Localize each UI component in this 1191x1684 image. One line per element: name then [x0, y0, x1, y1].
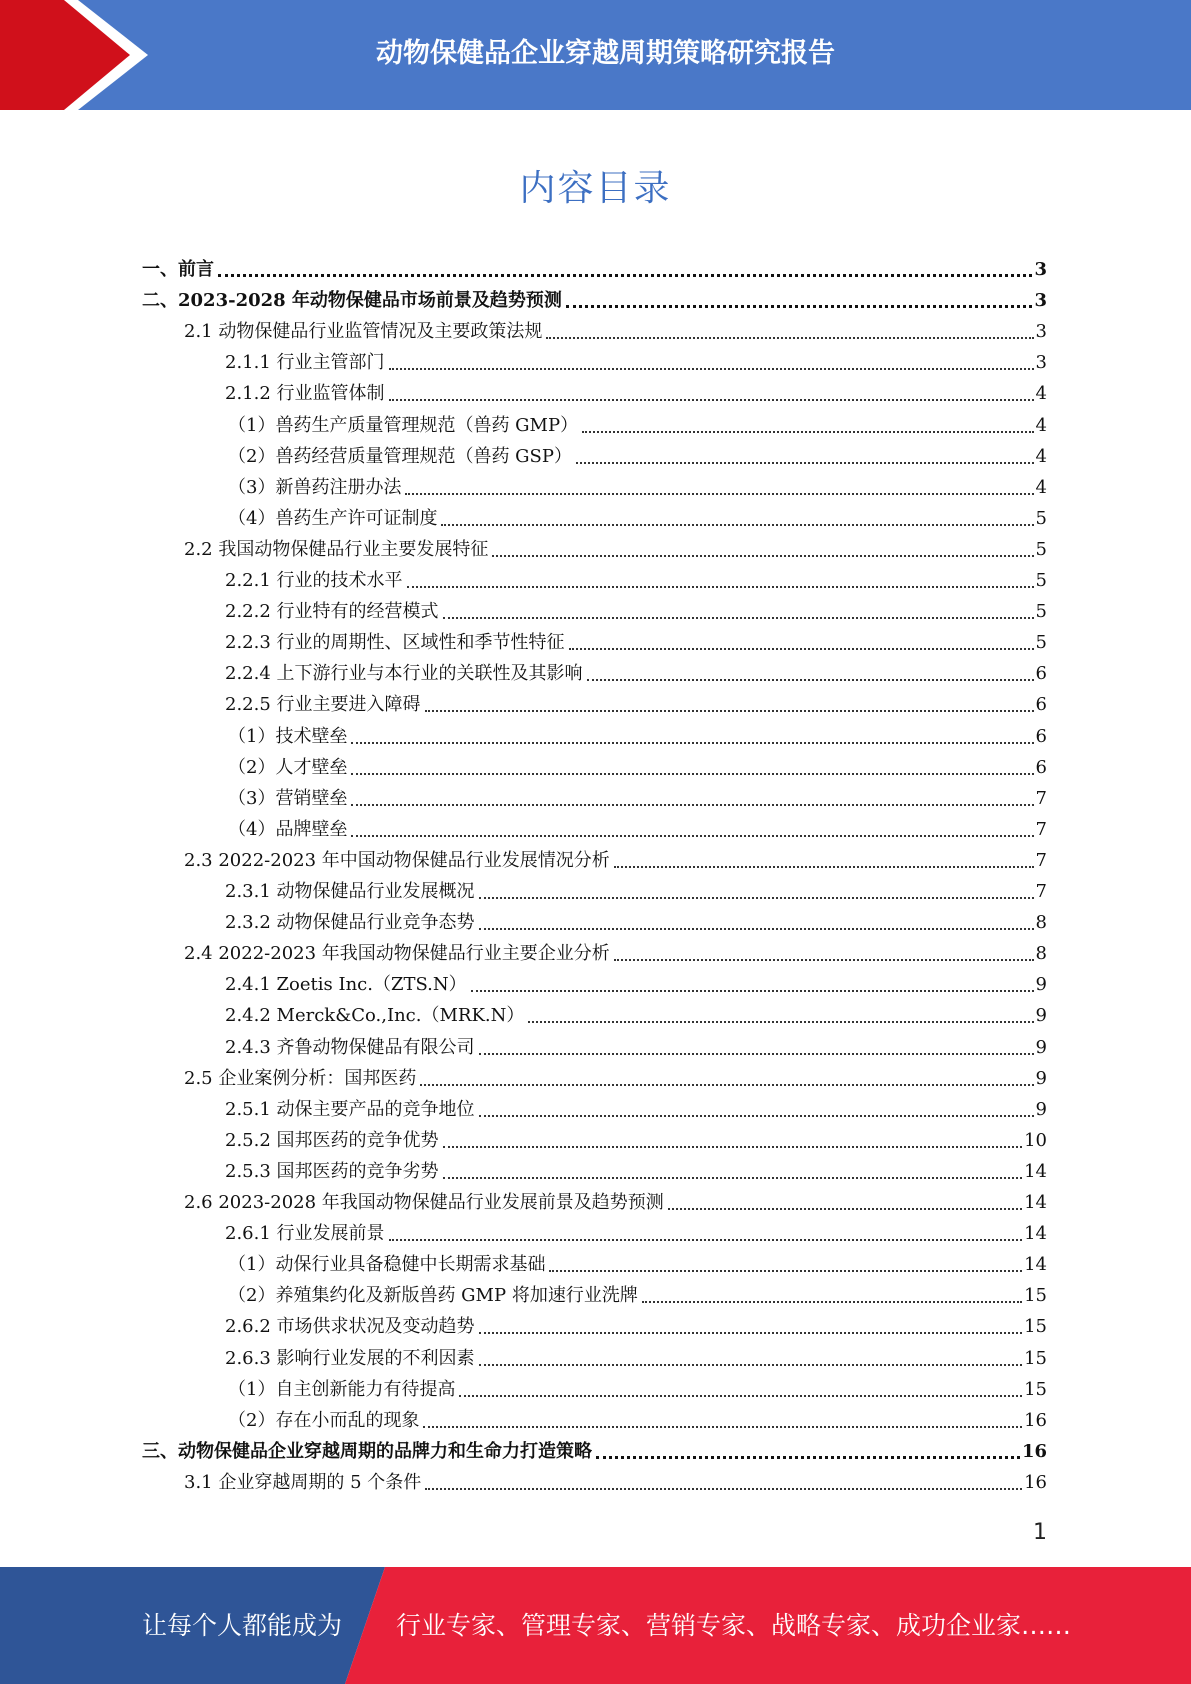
- toc-entry[interactable]: [228, 441, 1047, 472]
- toc-dot-leader: [596, 1456, 1020, 1459]
- toc-dot-leader: [479, 1115, 1034, 1117]
- toc-entry-label: 2.1.1 行业主管部门: [225, 352, 385, 374]
- toc-entry-label: 2.6.3 影响行业发展的不利因素: [225, 1347, 475, 1369]
- toc-entry[interactable]: [228, 503, 1047, 534]
- toc-entry-page: 14: [1024, 1192, 1047, 1213]
- toc-dot-leader: [420, 1084, 1033, 1086]
- toc-dot-leader: [471, 990, 1034, 992]
- toc-entry-page: 4: [1035, 383, 1047, 405]
- toc-entry-label: 2.2.1 行业的技术水平: [225, 570, 403, 591]
- toc-dot-leader: [546, 337, 1033, 339]
- toc-entry-page: 4: [1035, 476, 1047, 498]
- toc-entry[interactable]: [228, 1374, 1047, 1405]
- toc-dot-leader: [528, 1021, 1033, 1023]
- toc-entry-page: 7: [1035, 787, 1047, 809]
- toc-entry[interactable]: [225, 1032, 1047, 1063]
- toc-entry-page: 7: [1035, 849, 1047, 871]
- toc-entry[interactable]: [225, 689, 1047, 720]
- toc-dot-leader: [351, 804, 1033, 806]
- toc-dot-leader: [614, 959, 1034, 961]
- toc-entry-label: （1）技术壁垒: [228, 725, 348, 747]
- toc-entry-page: 16: [1024, 1409, 1047, 1431]
- toc-entry-label: 一、前言: [142, 259, 214, 280]
- toc-dot-leader: [407, 586, 1034, 588]
- toc-dot-leader: [389, 399, 1034, 401]
- toc-entry[interactable]: [184, 1063, 1047, 1094]
- toc-entry-label: 2.5 企业案例分析：国邦医药: [184, 1067, 417, 1089]
- footer-slogan-left: 让每个人都能成为: [142, 1611, 343, 1640]
- toc-dot-leader: [351, 835, 1033, 837]
- toc-title: 内容目录: [519, 168, 672, 209]
- toc-entry-page: 15: [1024, 1316, 1047, 1338]
- toc-entry-page: 15: [1024, 1347, 1047, 1369]
- toc-entry-page: 6: [1035, 725, 1047, 747]
- toc-entry-page: 7: [1035, 881, 1047, 902]
- toc-entry-label: （2）人才壁垒: [228, 756, 348, 778]
- toc-entry-page: 9: [1035, 1036, 1047, 1058]
- toc-dot-leader: [614, 866, 1034, 868]
- toc-dot-leader: [479, 1332, 1023, 1334]
- toc-entry[interactable]: [225, 1156, 1047, 1187]
- toc-entry-label: 2.5.1 动保主要产品的竞争地位: [225, 1098, 475, 1120]
- toc-entry-page: 16: [1021, 1440, 1047, 1462]
- toc-entry-label: 2.6.1 行业发展前景: [225, 1223, 385, 1245]
- toc-dot-leader: [566, 305, 1033, 308]
- toc-entry[interactable]: [184, 938, 1047, 969]
- toc-entry[interactable]: [184, 1467, 1047, 1498]
- toc-entry[interactable]: [225, 347, 1047, 378]
- toc-entry-label: 2.3.1 动物保健品行业发展概况: [225, 881, 475, 902]
- toc-dot-leader: [405, 493, 1033, 495]
- footer-slogan-right: 行业专家、管理专家、营销专家、战略专家、成功企业家……: [396, 1611, 1072, 1640]
- toc-entry[interactable]: [225, 969, 1047, 1000]
- toc-dot-leader: [389, 368, 1034, 370]
- toc-entry-label: 2.4 2022-2023 年我国动物保健品行业主要企业分析: [184, 943, 610, 965]
- toc-entry[interactable]: [225, 565, 1047, 596]
- toc-dot-leader: [569, 648, 1034, 650]
- toc-entry-label: 2.1.2 行业监管体制: [225, 383, 385, 405]
- toc-entry-page: 15: [1024, 1285, 1047, 1307]
- toc-entry[interactable]: [225, 378, 1047, 409]
- page-number: 1: [1033, 1520, 1047, 1545]
- toc-dot-leader: [443, 1146, 1023, 1148]
- toc-dot-leader: [441, 524, 1033, 526]
- toc-entry-label: 2.2.3 行业的周期性、区域性和季节性特征: [225, 632, 565, 654]
- toc-dot-leader: [642, 1301, 1022, 1303]
- toc-entry-label: 二、2023-2028 年动物保健品市场前景及趋势预测: [142, 290, 562, 312]
- toc-entry[interactable]: [225, 907, 1047, 938]
- toc-entry-page: 9: [1035, 1067, 1047, 1089]
- toc-entry-page: 6: [1035, 756, 1047, 778]
- toc-entry[interactable]: [225, 627, 1047, 658]
- toc-entry-page: 6: [1035, 694, 1047, 716]
- toc-entry-page: 3: [1035, 321, 1047, 343]
- toc-entry-label: 3.1 企业穿越周期的 5 个条件: [184, 1471, 422, 1493]
- toc-entry-page: 9: [1035, 1005, 1047, 1027]
- toc-dot-leader: [479, 928, 1034, 930]
- toc-entry-page: 3: [1034, 259, 1047, 280]
- toc-entry[interactable]: [142, 285, 1047, 316]
- toc-entry-label: 2.4.2 Merck&Co.,Inc.（MRK.N）: [225, 1005, 525, 1027]
- toc-entry-label: （2）养殖集约化及新版兽药 GMP 将加速行业洗牌: [228, 1285, 638, 1307]
- toc-entry-label: 2.6 2023-2028 年我国动物保健品行业发展前景及趋势预测: [184, 1192, 664, 1213]
- toc-entry-label: （1）动保行业具备稳健中长期需求基础: [228, 1254, 546, 1276]
- toc-dot-leader: [668, 1208, 1022, 1210]
- toc-entry[interactable]: [225, 1000, 1047, 1031]
- toc-dot-leader: [443, 617, 1034, 619]
- toc-entry-page: 5: [1035, 570, 1047, 591]
- toc-entry[interactable]: [225, 876, 1047, 907]
- toc-dot-leader: [423, 1426, 1022, 1428]
- toc-dot-leader: [351, 773, 1033, 775]
- toc-entry-label: 2.5.3 国邦医药的竞争劣势: [225, 1160, 439, 1182]
- toc-entry[interactable]: [225, 596, 1047, 627]
- toc-entry-label: 2.2.4 上下游行业与本行业的关联性及其影响: [225, 663, 583, 685]
- toc-entry[interactable]: [184, 1187, 1047, 1218]
- toc-entry[interactable]: [228, 1249, 1047, 1280]
- toc-entry-label: （1）自主创新能力有待提高: [228, 1378, 456, 1400]
- toc-entry-label: 2.3.2 动物保健品行业竞争态势: [225, 912, 475, 934]
- toc-entry[interactable]: [225, 1094, 1047, 1125]
- toc-entry[interactable]: [184, 316, 1047, 347]
- toc-entry-page: 4: [1035, 414, 1047, 436]
- toc-entry-page: 5: [1035, 632, 1047, 654]
- toc-dot-leader: [459, 1395, 1022, 1397]
- toc-entry-label: 2.6.2 市场供求状况及变动趋势: [225, 1316, 475, 1338]
- toc-entry-label: 2.5.2 国邦医药的竞争优势: [225, 1129, 439, 1151]
- toc-dot-leader: [587, 679, 1034, 681]
- toc-entry-page: 5: [1035, 601, 1047, 623]
- toc-entry-page: 10: [1024, 1129, 1047, 1151]
- toc-entry-label: （2）兽药经营质量管理规范（兽药 GSP）: [228, 445, 572, 467]
- toc-entry-label: 2.2.5 行业主要进入障碍: [225, 694, 421, 716]
- toc-dot-leader: [351, 742, 1033, 744]
- toc-entry[interactable]: [225, 1311, 1047, 1342]
- toc-entry[interactable]: [225, 1218, 1047, 1249]
- toc-entry[interactable]: [184, 845, 1047, 876]
- toc-entry-page: 15: [1024, 1378, 1047, 1400]
- toc-entry-label: 2.2 我国动物保健品行业主要发展特征: [184, 538, 489, 560]
- toc-entry-page: 7: [1035, 818, 1047, 840]
- toc-entry-page: 5: [1035, 538, 1047, 560]
- report-footer: [0, 1567, 1191, 1684]
- toc-entry-page: 3: [1034, 290, 1047, 312]
- toc-entry[interactable]: [142, 1436, 1047, 1467]
- toc-entry-label: （2）存在小而乱的现象: [228, 1409, 420, 1431]
- toc-dot-leader: [425, 710, 1034, 712]
- toc-entry-label: 2.4.1 Zoetis Inc.（ZTS.N）: [225, 974, 467, 996]
- toc-entry[interactable]: [228, 721, 1047, 752]
- toc-dot-leader: [479, 1364, 1023, 1366]
- toc-entry-page: 14: [1024, 1254, 1047, 1276]
- toc-entry[interactable]: [142, 254, 1047, 285]
- toc-dot-leader: [218, 274, 1032, 277]
- toc-entry-page: 9: [1035, 974, 1047, 996]
- report-title: 动物保健品企业穿越周期策略研究报告: [376, 37, 835, 69]
- toc-entry-label: （4）兽药生产许可证制度: [228, 507, 438, 529]
- toc-entry-page: 8: [1035, 912, 1047, 934]
- toc-entry-page: 6: [1035, 663, 1047, 685]
- toc-entry[interactable]: [228, 814, 1047, 845]
- toc-entry-label: 2.1 动物保健品行业监管情况及主要政策法规: [184, 321, 543, 343]
- toc-entry-page: 8: [1035, 943, 1047, 965]
- toc-entry-label: （1）兽药生产质量管理规范（兽药 GMP）: [228, 414, 579, 436]
- toc-entry[interactable]: [228, 1280, 1047, 1311]
- toc-entry-label: 2.2.2 行业特有的经营模式: [225, 601, 439, 623]
- toc-entry[interactable]: [225, 658, 1047, 689]
- toc-entry-label: （3）营销壁垒: [228, 787, 348, 809]
- toc-dot-leader: [425, 1488, 1022, 1490]
- toc-entry-page: 3: [1035, 352, 1047, 374]
- toc-entry[interactable]: [228, 410, 1047, 441]
- toc-entry-label: （3）新兽药注册办法: [228, 476, 402, 498]
- report-header: [0, 0, 1191, 110]
- toc-dot-leader: [479, 1053, 1034, 1055]
- toc-dot-leader: [582, 431, 1033, 433]
- toc-entry-label: 2.3 2022-2023 年中国动物保健品行业发展情况分析: [184, 849, 610, 871]
- toc-entry-label: 2.4.3 齐鲁动物保健品有限公司: [225, 1036, 475, 1058]
- toc-dot-leader: [576, 462, 1034, 464]
- toc-entry[interactable]: [184, 534, 1047, 565]
- toc-entry-page: 14: [1024, 1223, 1047, 1245]
- toc-dot-leader: [492, 555, 1033, 557]
- toc-entry[interactable]: [228, 1405, 1047, 1436]
- toc-entry-label: （4）品牌壁垒: [228, 818, 348, 840]
- toc-entry[interactable]: [228, 472, 1047, 503]
- toc-entry[interactable]: [228, 783, 1047, 814]
- toc-entry-page: 5: [1035, 507, 1047, 529]
- toc-entry[interactable]: [225, 1343, 1047, 1374]
- toc-entry-page: 4: [1035, 445, 1047, 467]
- toc-dot-leader: [389, 1239, 1023, 1241]
- toc-entry[interactable]: [225, 1125, 1047, 1156]
- toc-entry-label: 三、动物保健品企业穿越周期的品牌力和生命力打造策略: [142, 1440, 592, 1462]
- toc-dot-leader: [443, 1177, 1023, 1179]
- toc-entry[interactable]: [228, 752, 1047, 783]
- toc-dot-leader: [479, 897, 1034, 899]
- toc-entry-page: 16: [1024, 1471, 1047, 1493]
- toc-entry-page: 9: [1035, 1098, 1047, 1120]
- toc-entry-page: 14: [1024, 1160, 1047, 1182]
- toc-dot-leader: [549, 1270, 1022, 1272]
